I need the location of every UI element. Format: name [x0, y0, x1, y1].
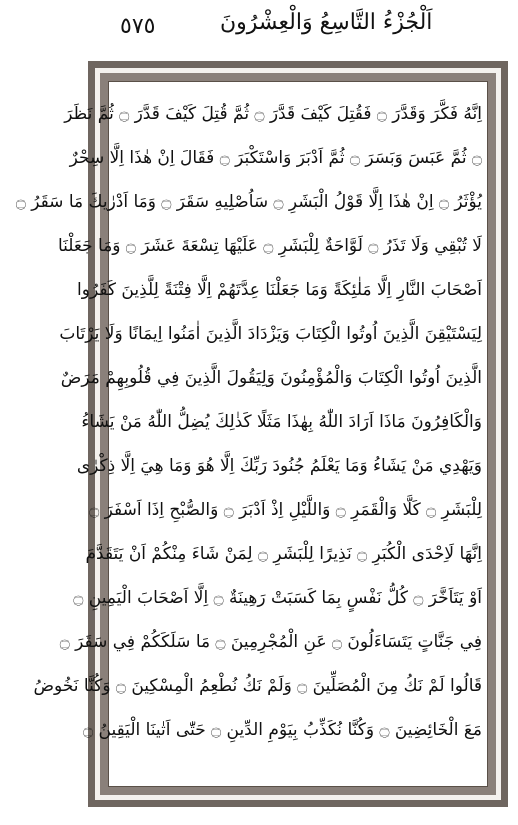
verse-line-5: اَصْحَابَ النَّارِ اِلَّا مَلٰئِكَةً وَمَا جَعَلْنَا عِدَّتَهُمْ اِلَّا فِتْنَةً لِلَّذِينَ كَفَرُوا — [77, 280, 482, 300]
verse-line-3: يُؤْثَرُ ۝ اِنْ هٰذَا اِلَّا قَوْلُ الْبَشَرِ ۝ سَاُصْلِيهِ سَقَرَ ۝ وَمَا اَدْرٰيكَ مَا سَقَرُ ۝ — [15, 192, 482, 212]
verse-line-10: لِلْبَشَرِ ۝ كَلَّا وَالْقَمَرِ ۝ وَاللَّيْلِ اِذْ اَدْبَرَ ۝ وَالصُّبْحِ اِذَا اَسْفَرَ ۝ — [89, 500, 482, 520]
verse-line-7: الَّذِينَ اُوتُوا الْكِتَابَ وَالْمُؤْمِنُونَ وَلِيَقُولَ الَّذِينَ فِي قُلُوبِهِمْ مَرَضٌ — [60, 368, 482, 388]
verse-line-4: لَا تُبْقِي وَلَا تَذَرُ ۝ لَوَّاحَةٌ لِلْبَشَرِ ۝ عَلَيْهَا تِسْعَةَ عَشَرَ ۝ وَمَا جَعَلْنَا — [57, 236, 482, 256]
verse-line-13: فِي جَنَّاتٍ يَتَسَاءَلُونَ ۝ عَنِ الْمُجْرِمِينَ ۝ مَا سَلَكَكُمْ فِي سَقَرَ ۝ — [59, 632, 482, 652]
page-header — [0, 0, 518, 58]
verse-line-12: اَوْ يَتَاَخَّرَ ۝ كُلُّ نَفْسٍ بِمَا كَسَبَتْ رَهِينَةٌ ۝ اِلَّا اَصْحَابَ الْيَمِينِ ۝ — [73, 588, 482, 608]
verse-line-1: اِنَّهُ فَكَّرَ وَقَدَّرَ ۝ فَقُتِلَ كَيْفَ قَدَّرَ ۝ ثُمَّ قُتِلَ كَيْفَ قَدَّرَ ۝ ثُمَّ نَظَرَ — [64, 104, 482, 124]
verse-line-6: لِيَسْتَيْقِنَ الَّذِينَ اُوتُوا الْكِتَابَ وَيَزْدَادَ الَّذِينَ اٰمَنُوا اِيمَانًا وَلَا يَرْتَابَ — [59, 324, 482, 344]
page-number: ٥٧٥ — [120, 14, 156, 39]
verse-line-14: قَالُوا لَمْ نَكُ مِنَ الْمُصَلِّينَ ۝ وَلَمْ نَكُ نُطْعِمُ الْمِسْكِينَ ۝ وَكُنَّا نَخُوضُ — [33, 676, 482, 696]
verse-line-8: وَالْكَافِرُونَ مَاذَا اَرَادَ اللّٰهُ بِهٰذَا مَثَلًا كَذٰلِكَ يُضِلُّ اللّٰهُ مَنْ يَشَاءُ — [81, 412, 482, 432]
juz-title: اَلْجُزْءُ التَّاسِعُ وَالْعِشْرُونَ — [220, 10, 433, 35]
verse-line-9: وَيَهْدِي مَنْ يَشَاءُ وَمَا يَعْلَمُ جُنُودَ رَبِّكَ اِلَّا هُوَ وَمَا هِيَ اِلَّا ذِكْرٰى — [76, 456, 482, 476]
verse-line-11: اِنَّهَا لَاِحْدَى الْكُبَرِ ۝ نَذِيرًا لِلْبَشَرِ ۝ لِمَنْ شَاءَ مِنْكُمْ اَنْ يَتَقَدَّمَ — [85, 544, 482, 564]
verse-line-15: مَعَ الْخَائِضِينَ ۝ وَكُنَّا نُكَذِّبُ بِيَوْمِ الدِّينِ ۝ حَتّٰى اَتٰينَا الْيَقِينُ ۝ — [83, 720, 482, 740]
verse-line-2: ۝ ثُمَّ عَبَسَ وَبَسَرَ ۝ ثُمَّ اَدْبَرَ وَاسْتَكْبَرَ ۝ فَقَالَ اِنْ هٰذَا اِلَّا سِحْرٌ — [69, 148, 482, 168]
